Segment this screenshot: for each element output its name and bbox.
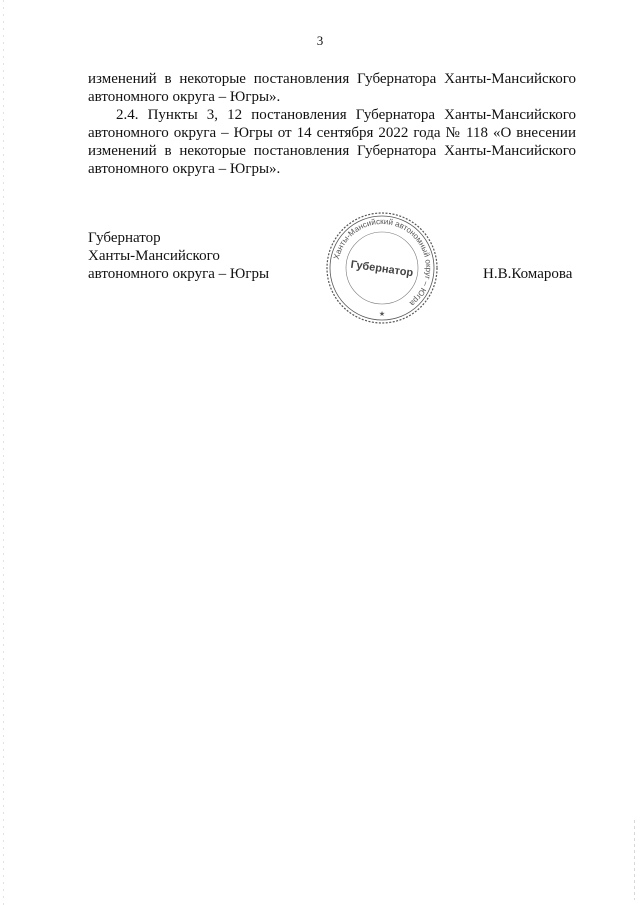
- signature-position-line: автономного округа – Югры: [88, 266, 270, 282]
- seal-star-icon: ★: [378, 310, 386, 318]
- paragraph-item-2-4: 2.4. Пункты 3, 12 постановления Губернатора Ханты-Мансийского автономного округа – Югры от 14 сентября 2022 года № 118 «О внесении изменений в некоторые постановления Губернатора Ханты-Мансийского автономного округа – Югры».: [88, 107, 576, 177]
- seal-center-text: Губернатор: [349, 258, 414, 280]
- signature-position-line: Губернатор: [88, 230, 161, 246]
- document-body: [88, 70, 576, 178]
- signature-position: [88, 229, 269, 283]
- signer-name: Н.В.Комарова: [483, 266, 573, 282]
- scan-edge-left: [3, 0, 4, 905]
- signature-position-line: Ханты-Мансийского: [88, 248, 220, 264]
- seal-graphic: [324, 210, 440, 326]
- official-seal: [324, 210, 440, 326]
- page-number: 3: [316, 33, 324, 48]
- paragraph-continuation: изменений в некоторые постановления Губернатора Ханты-Мансийского автономного округа – Югры».: [88, 71, 576, 105]
- scan-edge-right: [634, 820, 635, 900]
- seal-ring-text: Ханты-Мансийский автономный округ – Югра: [331, 216, 434, 308]
